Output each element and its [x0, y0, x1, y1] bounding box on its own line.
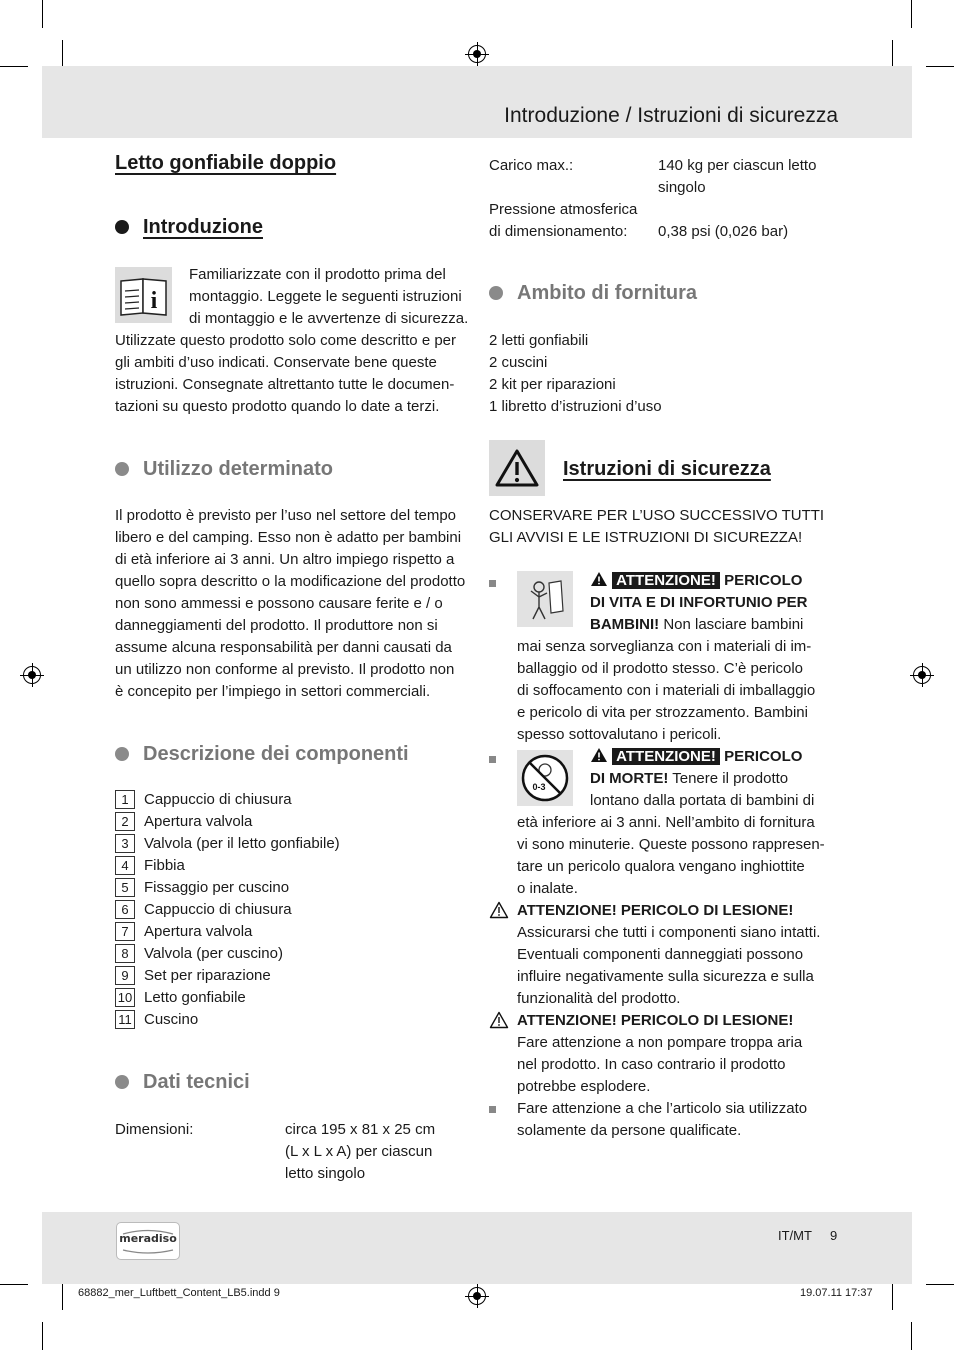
warning-2-line: o inalate. — [517, 880, 578, 897]
keep-line: CONSERVARE PER L’USO SUCCESSIVO TUTTI — [489, 507, 825, 524]
pressure-label — [489, 199, 637, 243]
warning-3-line: Eventuali componenti danneggiati possono — [517, 946, 804, 963]
warning-3-head: ATTENZIONE! PERICOLO DI LESIONE! — [517, 902, 794, 919]
scope-heading-text: Ambito di fornitura — [517, 282, 697, 304]
bullet-square — [489, 756, 496, 763]
component-number: 2 — [115, 812, 135, 831]
component-label: Apertura valvola — [144, 923, 253, 940]
dimensions-label: Dimensioni: — [115, 1121, 194, 1138]
crop-mark — [42, 0, 43, 28]
tech-heading — [115, 1071, 250, 1094]
component-number: 6 — [115, 900, 135, 919]
warning-2-line: tare un pericolo qualora vengano inghiottite — [517, 858, 805, 875]
load-line: singolo — [658, 179, 706, 196]
crop-mark — [926, 66, 954, 67]
intro-line: gli ambiti d’uso indicati. Conservate bene queste — [115, 354, 437, 371]
warning-2-head: DI MORTE! — [590, 770, 669, 787]
intro-line: istruzioni. Consegnate altrettanto tutte le documen- — [115, 376, 455, 393]
warning-outline-icon — [489, 901, 509, 919]
usage-line: un utilizzo non conforme al previsto. Il prodotto non — [115, 661, 455, 678]
intro-line: Utilizzate questo prodotto solo come descritto e per — [115, 332, 457, 349]
pressure-label-line: di dimensionamento: — [489, 223, 628, 240]
component-item — [115, 855, 340, 877]
warning-1-line: ballaggio od il prodotto stesso. C’è pericolo — [517, 660, 804, 677]
crop-mark — [62, 40, 63, 66]
usage-line: quello sopra descritto o la modificazione del prodotto — [115, 573, 466, 590]
component-label: Fibbia — [144, 857, 185, 874]
warning-2 — [517, 746, 847, 900]
usage-line: libero e del camping. Esso non è adatto per bambini — [115, 529, 462, 546]
usage-heading-text: Utilizzo determinato — [143, 458, 334, 480]
crop-mark — [911, 0, 912, 28]
intro-text-wrapped — [189, 264, 468, 330]
warning-2-text: Tenere il prodotto — [668, 770, 789, 787]
component-item — [115, 833, 340, 855]
file-slug: 68882_mer_Luftbett_Content_LB5.indd 9 — [78, 1287, 280, 1299]
scope-item: 2 letti gonfiabili — [489, 332, 589, 349]
intro-line: di montaggio e le avvertenze di sicurezza. — [189, 310, 469, 327]
warning-2-line: vi sono minuterie. Queste possono rappresen- — [517, 836, 825, 853]
bullet-square — [489, 580, 496, 587]
component-number: 1 — [115, 790, 135, 809]
component-label: Cappuccio di chiusura — [144, 791, 292, 808]
warning-2-head: PERICOLO — [724, 748, 803, 765]
component-item — [115, 1009, 340, 1031]
warning-3-line: influire negativamente sulla sicurezza e sulla — [517, 968, 814, 985]
usage-line: assume alcuna responsabilità per danni causati da — [115, 639, 452, 656]
warning-4-line: potrebbe esplodere. — [517, 1078, 651, 1095]
warning-1-head: PERICOLO — [724, 572, 803, 589]
load-line: 140 kg per ciascun letto — [658, 157, 817, 174]
pressure-label-line: Pressione atmosferica — [489, 201, 638, 218]
warning-5 — [517, 1098, 807, 1142]
product-title: Letto gonfiabile doppio — [115, 152, 337, 174]
warning-triangle-icon — [489, 440, 545, 496]
registration-mark-icon — [468, 1287, 486, 1305]
component-number: 8 — [115, 944, 135, 963]
warning-4-head: ATTENZIONE! PERICOLO DI LESIONE! — [517, 1012, 794, 1029]
component-label: Valvola (per cuscino) — [144, 945, 283, 962]
intro-line: Familiarizzate con il prodotto prima del — [189, 266, 446, 283]
crop-mark — [911, 1322, 912, 1350]
tech-heading-text: Dati tecnici — [143, 1071, 250, 1093]
safety-keep-text — [489, 505, 824, 549]
registration-mark-icon — [23, 666, 41, 684]
warning-3-line: Assicurarsi che tutti i componenti siano intatti. — [517, 924, 821, 941]
intro-line: montaggio. Leggete le seguenti istruzioni — [189, 288, 462, 305]
warning-1 — [517, 570, 847, 746]
crop-mark — [62, 1284, 63, 1310]
scope-item: 1 libretto d’istruzioni d’uso — [489, 398, 662, 415]
usage-line: Il prodotto è previsto per l’uso nel settore del tempo — [115, 507, 457, 524]
component-item — [115, 943, 340, 965]
warning-3 — [517, 900, 820, 1010]
components-heading-text: Descrizione dei componenti — [143, 743, 409, 765]
dimensions-value — [285, 1119, 435, 1185]
intro-heading-text: Introduzione — [143, 216, 263, 238]
crop-mark — [0, 1284, 28, 1285]
warning-1-line: spesso sottovalutano i pericoli. — [517, 726, 722, 743]
component-number: 9 — [115, 966, 135, 985]
page-number: 9 — [829, 1228, 838, 1243]
warning-5-line: Fare attenzione a che l’articolo sia utilizzato — [517, 1100, 808, 1117]
warning-1-head: BAMBINI! — [590, 616, 660, 633]
warning-2-line: lontano dalla portata di bambini di — [590, 792, 815, 809]
safety-heading: Istruzioni di sicurezza — [563, 458, 771, 480]
load-label: Carico max.: — [489, 157, 574, 174]
intro-text — [115, 330, 456, 418]
usage-line: danneggiamenti del prodotto. Il produttore non si — [115, 617, 438, 634]
components-heading — [115, 743, 409, 766]
crop-mark — [0, 66, 28, 67]
component-number: 5 — [115, 878, 135, 897]
scope-item: 2 kit per riparazioni — [489, 376, 616, 393]
component-label: Apertura valvola — [144, 813, 253, 830]
component-item — [115, 965, 340, 987]
component-number: 7 — [115, 922, 135, 941]
usage-line: è concepito per l’impiego in settori commerciali. — [115, 683, 431, 700]
usage-line: di età inferiore ai 3 anni. Un altro impiego rispetto a — [115, 551, 455, 568]
scope-list — [489, 330, 662, 418]
crop-mark — [892, 1284, 893, 1310]
component-number: 3 — [115, 834, 135, 853]
warning-outline-icon — [489, 1011, 509, 1029]
crop-mark — [892, 40, 893, 66]
scope-item: 2 cuscini — [489, 354, 548, 371]
component-item — [115, 899, 340, 921]
warning-small-icon — [590, 571, 608, 587]
crop-mark — [926, 1284, 954, 1285]
component-label: Fissaggio per cuscino — [144, 879, 290, 896]
warning-2-line: età inferiore ai 3 anni. Nell’ambito di fornitura — [517, 814, 815, 831]
registration-mark-icon — [468, 45, 486, 63]
warning-1-line: mai senza sorveglianza con i materiali di im- — [517, 638, 812, 655]
component-item — [115, 921, 340, 943]
component-item — [115, 789, 340, 811]
warning-small-icon — [590, 747, 608, 763]
warning-3-line: funzionalità del prodotto. — [517, 990, 681, 1007]
warning-5-line: solamente da persone qualificate. — [517, 1122, 742, 1139]
component-item — [115, 811, 340, 833]
components-list — [115, 789, 340, 1031]
scope-heading — [489, 282, 697, 305]
usage-text — [115, 505, 465, 703]
logo-text: meradiso — [119, 1232, 177, 1245]
component-label: Valvola (per il letto gonfiabile) — [144, 835, 340, 852]
language-code: IT/MT — [778, 1228, 812, 1243]
component-number: 4 — [115, 856, 135, 875]
keep-line: GLI AVVISI E LE ISTRUZIONI DI SICUREZZA! — [489, 529, 803, 546]
registration-mark-icon — [913, 666, 931, 684]
meradiso-logo — [116, 1222, 180, 1260]
page-footer-info — [778, 1228, 837, 1243]
attention-tag: ATTENZIONE! — [612, 748, 720, 765]
warning-1-line: e pericolo di vita per strozzamento. Bambini — [517, 704, 808, 721]
dimensions-line: letto singolo — [285, 1165, 366, 1182]
component-label: Letto gonfiabile — [144, 989, 246, 1006]
component-label: Set per riparazione — [144, 967, 271, 984]
page-header-title: Introduzione / Istruzioni di sicurezza — [504, 104, 838, 127]
usage-line: non sono ammessi e possono causare ferite e / o — [115, 595, 443, 612]
component-label: Cappuccio di chiusura — [144, 901, 292, 918]
component-label: Cuscino — [144, 1011, 199, 1028]
crop-mark — [42, 1322, 43, 1350]
warning-4-line: Fare attenzione a non pompare troppa aria — [517, 1034, 803, 1051]
component-item — [115, 987, 340, 1009]
intro-heading — [115, 216, 263, 239]
dimensions-line: (L x L x A) per ciascun — [285, 1143, 433, 1160]
age-label: 0-3 — [532, 782, 546, 792]
warning-4 — [517, 1010, 802, 1098]
component-item — [115, 877, 340, 899]
intro-line: tazioni su questo prodotto quando lo date a terzi. — [115, 398, 440, 415]
attention-tag: ATTENZIONE! — [612, 572, 720, 589]
warning-1-line: di soffocamento con i materiali di imballaggio — [517, 682, 816, 699]
warning-4-line: nel prodotto. In caso contrario il prodotto — [517, 1056, 786, 1073]
bullet-square — [489, 1106, 496, 1113]
usage-heading — [115, 458, 333, 481]
pressure-value: 0,38 psi (0,026 bar) — [658, 223, 789, 240]
component-number: 11 — [115, 1010, 135, 1029]
warning-1-head: DI VITA E DI INFORTUNIO PER — [590, 594, 808, 611]
print-date: 19.07.11 17:37 — [800, 1287, 873, 1299]
dimensions-line: circa 195 x 81 x 25 cm — [285, 1121, 436, 1138]
load-value — [658, 155, 816, 199]
svg-text:i: i — [150, 288, 158, 314]
info-book-icon — [115, 267, 172, 323]
warning-1-text: Non lasciare bambini — [659, 616, 804, 633]
component-number: 10 — [115, 988, 135, 1007]
